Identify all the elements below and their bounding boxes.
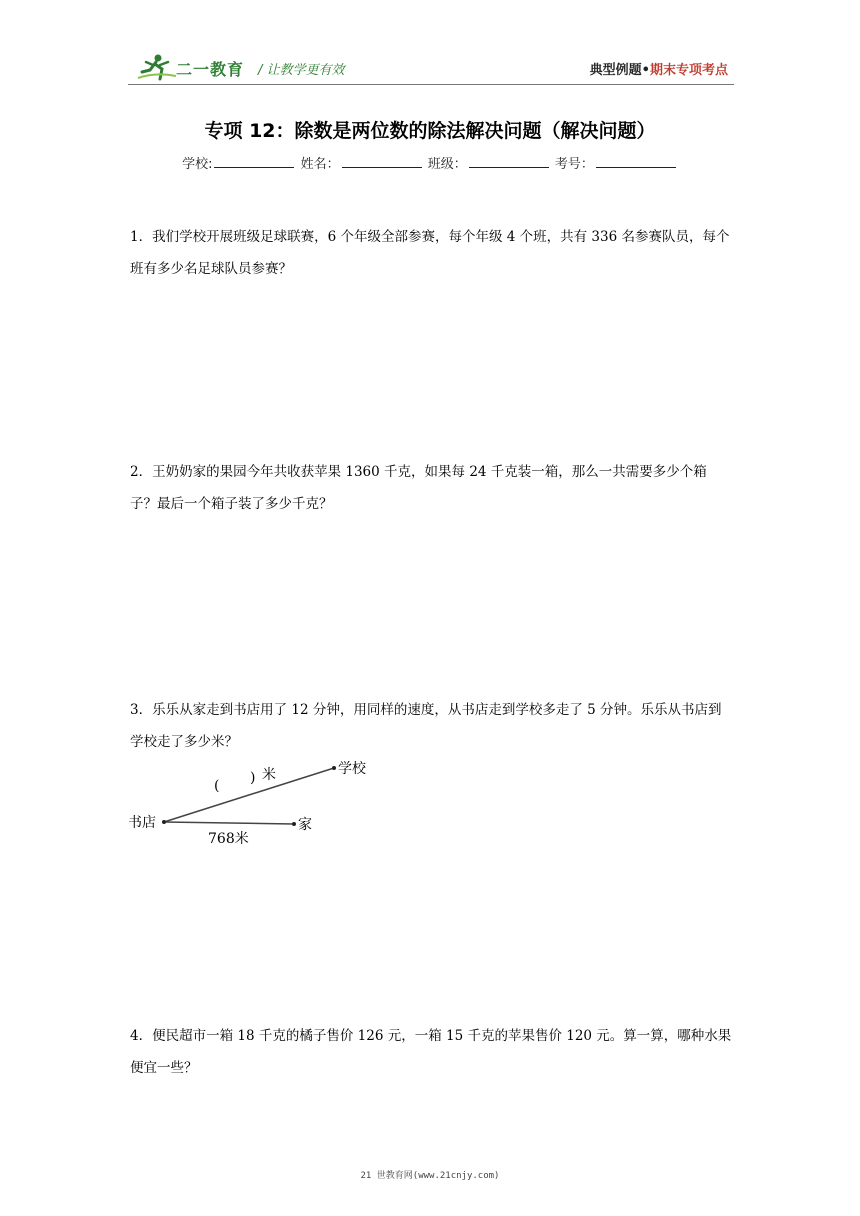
unknown-distance-unit: 米: [262, 767, 276, 783]
header-category: [590, 59, 728, 78]
brand-slogan: / 让教学更有效: [258, 63, 345, 78]
home-label: 家: [298, 817, 312, 833]
question-1: 1．我们学校开展班级足球联赛，6 个年级全部参赛，每个年级 4 个班，共有 336 名参赛队员，每个班有多少名足球队员参赛？: [130, 229, 730, 277]
header-category-topic: 期末专项考点: [649, 63, 728, 78]
exam-number-blank[interactable]: [596, 155, 676, 168]
distance-diagram: [128, 756, 388, 852]
class-blank[interactable]: [469, 155, 549, 168]
class-label: 班级：: [427, 157, 467, 172]
unknown-distance-open: (: [214, 778, 220, 794]
school-label: 学校:: [182, 157, 213, 172]
student-info-fields: [0, 153, 860, 172]
name-label: 姓名：: [300, 157, 340, 172]
name-blank[interactable]: [342, 155, 422, 168]
bookstore-home-line: [164, 822, 294, 824]
unknown-distance-close: ): [250, 770, 256, 786]
page-footer: 21 世教育网(www.21cnjy.com): [360, 1171, 500, 1181]
page-header: [0, 0, 860, 90]
header-divider: [128, 84, 734, 85]
question-4: 4．便民超市一箱 18 千克的橘子售价 126 元，一箱 15 千克的苹果售价 120 元。算一算，哪种水果便宜一些？: [130, 1028, 732, 1076]
home-point: [292, 822, 296, 826]
header-category-type: 典型例题•: [589, 63, 650, 78]
bookstore-point: [162, 820, 166, 824]
question-3: 3．乐乐从家走到书店用了 12 分钟，用同样的速度，从书店走到学校多走了 5 分钟。乐乐从书店到学校走了多少米？: [130, 702, 722, 750]
brand-name: 二一教育: [176, 60, 245, 79]
page-title: 专项 12：除数是两位数的除法解决问题（解决问题）: [204, 120, 656, 142]
school-label-diagram: 学校: [338, 761, 366, 777]
exam-number-label: 考号：: [554, 157, 594, 172]
known-distance-label: 768米: [208, 831, 249, 847]
bookstore-label: 书店: [128, 815, 156, 831]
runner-logo-icon: [136, 52, 178, 82]
school-point: [332, 766, 336, 770]
question-2: 2．王奶奶家的果园今年共收获苹果 1360 千克，如果每 24 千克装一箱，那么一共需要多少个箱子？最后一个箱子装了多少千克？: [130, 464, 707, 512]
school-blank[interactable]: [214, 155, 294, 168]
